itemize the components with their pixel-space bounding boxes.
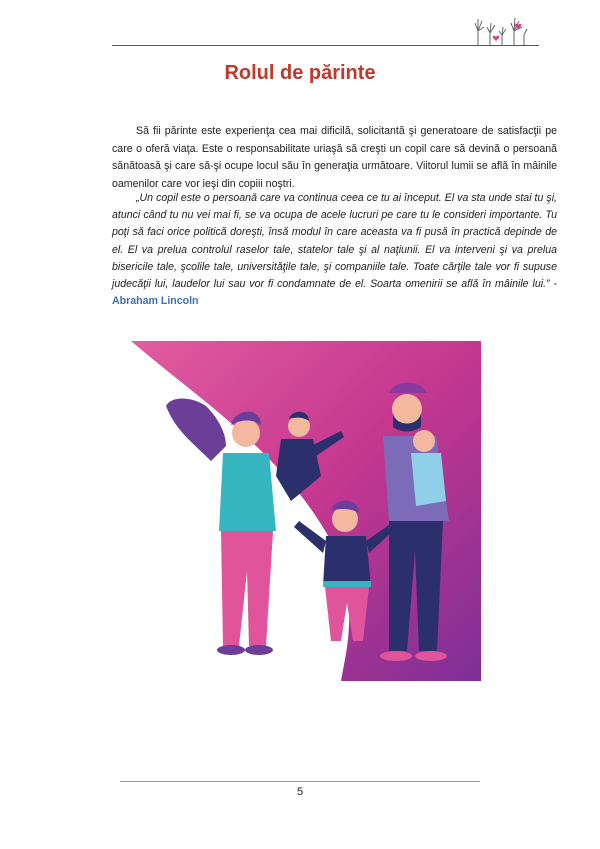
- quote-text: „Un copil este o persoană care va continua ceea ce tu ai început. El va sta unde stai tu şi, atunci când tu nu vei mai fi, se va ocupa de acele lucruri pe care tu le consideri importante. Tu poţi să faci orice politică doreşti, însă modul în care aceasta va fi pusă în practică depinde de el. El va prelua controlul raselor tale, statelor tale şi al naţiunii. El va interveni şi va prelua bisericile tale, şcolile tale, universităţile tale, şi companiile tale. Toate cărţile tale vor fi supuse judecăţii lui, laudelor lui sau vor fi condamnate de el. Soarta omenirii se află în mâinile lui.”: [112, 192, 557, 291]
- family-illustration: [131, 341, 481, 681]
- quote-separator: -: [549, 278, 557, 291]
- quote-author: Abraham Lincoln: [112, 295, 199, 308]
- hands-logo-icon: [472, 13, 528, 47]
- footer-rule: [120, 781, 480, 782]
- quote-block: [112, 190, 557, 310]
- page-number: 5: [296, 786, 304, 798]
- page-title: Rolul de părinte: [224, 62, 376, 84]
- body-paragraph: Să fii părinte este experienţa cea mai dificilă, solicitantă şi generatoare de satisfacţii pe care o oferă viaţa. Este o responsabilitate uriaşă să creşti un copil care să devină o persoană sănătoasă şi care să-şi ocupe locul său în generaţia următoare. Viitorul lumii se află în mâinile oamenilor care vor ieşi din copiii noştri.: [112, 125, 557, 190]
